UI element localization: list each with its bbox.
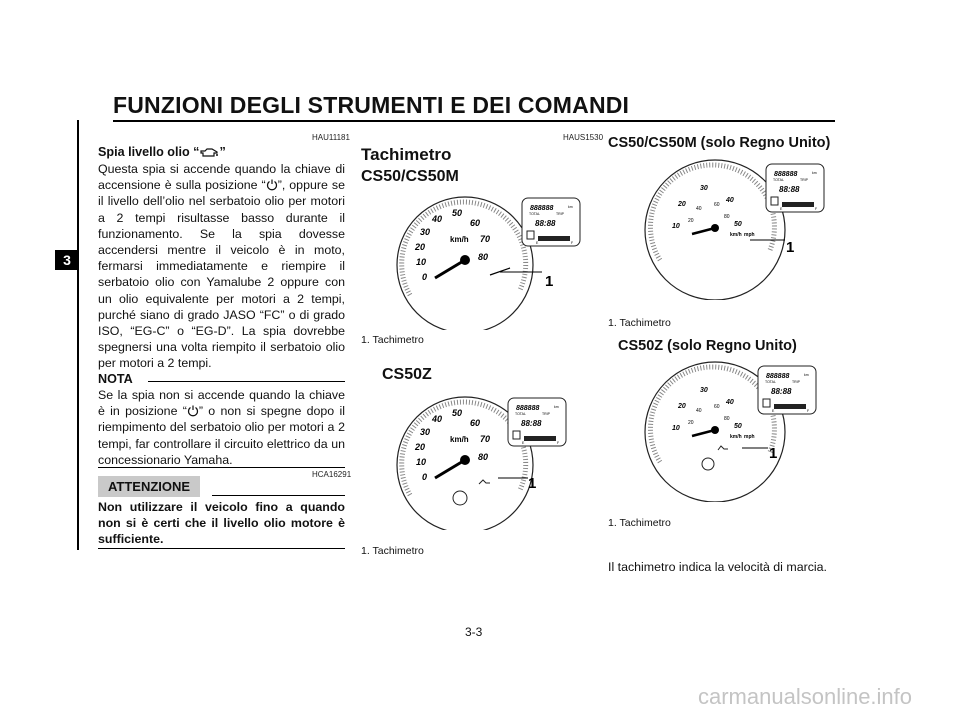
svg-text:888888: 888888 <box>516 405 540 412</box>
svg-text:TRIP: TRIP <box>800 178 808 182</box>
attention-paragraph: Non utilizzare il veicolo fino a quando non si è certi che il livello olio motore è sufficiente. <box>98 500 345 547</box>
svg-text:TRIP: TRIP <box>556 212 564 216</box>
speedometer-needle <box>435 460 465 478</box>
speedometer-figure-cs50z-uk <box>630 352 830 502</box>
dial-label: 50 <box>452 208 463 218</box>
dial-label: 30 <box>420 427 431 437</box>
svg-text:F: F <box>557 441 560 445</box>
svg-text:km/h: km/h <box>730 434 742 440</box>
svg-text:40: 40 <box>726 197 734 204</box>
svg-text:TOTAL: TOTAL <box>765 380 776 384</box>
dial-label: 10 <box>416 257 427 267</box>
dial-label: 20 <box>415 442 426 452</box>
section-code: HAUS1530 <box>563 133 604 142</box>
page-header-title: FUNZIONI DEGLI STRUMENTI E DEI COMANDI <box>113 92 630 118</box>
svg-text:88:88: 88:88 <box>521 419 542 428</box>
fig2-heading: CS50Z <box>382 366 432 383</box>
svg-text:20: 20 <box>688 218 694 224</box>
header-rule <box>113 120 835 122</box>
page-number: 3-3 <box>465 625 483 639</box>
svg-text:km: km <box>554 405 559 409</box>
svg-text:40: 40 <box>696 206 702 212</box>
svg-text:km: km <box>804 373 809 377</box>
tachimetro-title: Tachimetro <box>361 145 452 164</box>
dial-label: 50 <box>452 408 463 418</box>
fig2-caption: 1. Tachimetro <box>361 545 424 557</box>
svg-text:20: 20 <box>688 420 694 426</box>
attention-rule <box>212 495 345 496</box>
nota-paragraph: Se la spia non si accende quando la chiave è in posizione “ ” o non si spegne dopo il riempimento del serbatoio olio per motori a 2 tempi, far controllare il circuito elettrico da un concessionario Yamaha. <box>98 388 345 467</box>
speedometer-needle <box>435 260 465 278</box>
svg-text:888888: 888888 <box>766 373 790 380</box>
oil-warning-light-icon <box>453 491 467 505</box>
dial-unit: km/h <box>450 435 469 444</box>
svg-text:km: km <box>568 205 573 209</box>
svg-text:88:88: 88:88 <box>771 387 792 396</box>
svg-text:40: 40 <box>696 408 702 414</box>
section-code: HAU11181 <box>312 133 350 142</box>
svg-text:km/h: km/h <box>730 232 742 238</box>
svg-text:50: 50 <box>734 221 742 228</box>
oil-can-icon <box>199 146 219 158</box>
svg-text:10: 10 <box>672 223 680 230</box>
fig3-heading: CS50/CS50M (solo Regno Unito) <box>608 135 831 151</box>
callout-number: 1 <box>769 445 778 462</box>
dial-label: 40 <box>432 214 443 224</box>
nota-rule <box>148 381 345 382</box>
dial-label: 70 <box>480 434 491 444</box>
svg-text:E: E <box>780 207 783 211</box>
dial-label: 30 <box>420 227 431 237</box>
attention-code: HCA16291 <box>312 470 352 479</box>
dial-label: 60 <box>470 218 481 228</box>
attention-label: ATTENZIONE <box>98 476 200 497</box>
svg-text:20: 20 <box>678 201 686 208</box>
dial-label: 70 <box>480 234 491 244</box>
oil-warning-light-icon <box>702 458 714 470</box>
ignition-on-icon <box>266 179 278 191</box>
svg-text:TRIP: TRIP <box>542 412 550 416</box>
dial-label: 0 <box>422 472 428 482</box>
svg-text:km: km <box>812 171 817 175</box>
speedometer-figure-cs50-uk <box>630 150 830 300</box>
svg-text:60: 60 <box>714 202 720 208</box>
svg-text:TRIP: TRIP <box>792 380 800 384</box>
svg-text:F: F <box>815 207 818 211</box>
svg-text:60: 60 <box>714 404 720 410</box>
oil-level-paragraph: Questa spia si accende quando la chiave di accensione è sulla posizione “ ”, oppure se il livello dell’olio nel serbatoio olio per motori a 2 tempi risultasse basso durante il funzionamento. Se la spia dovesse accendersi mentre il veicolo è in moto, fermarsi immediatamente e riempire il serbatoio olio con Yamalube 2 oppure con un olio equivalente per motori a 2 tempi, purché siano di grado JASO “FC” o di grado ISO, “EG-C” o “EG-D”. La spia dovrebbe spegnersi una volta riempito il serbatoio olio per motori a 2 tempi. <box>98 162 345 371</box>
svg-text:E: E <box>522 441 525 445</box>
fig1-heading: CS50/CS50M <box>361 168 459 185</box>
lcd-display <box>766 164 824 212</box>
oil-level-title: Spia livello olio “ ” <box>98 145 226 159</box>
svg-text:80: 80 <box>724 416 730 422</box>
dial-label: 0 <box>422 272 428 282</box>
svg-text:20: 20 <box>678 403 686 410</box>
nota-end-rule <box>98 467 345 468</box>
svg-text:F: F <box>807 409 810 413</box>
oil-can-icon <box>718 446 728 450</box>
svg-text:88:88: 88:88 <box>779 185 800 194</box>
closing-text: Il tachimetro indica la velocità di marcia. <box>608 560 827 574</box>
svg-text:mph: mph <box>744 434 755 440</box>
speedometer-figure-cs50z <box>380 380 600 530</box>
svg-text:E: E <box>772 409 775 413</box>
svg-text:F: F <box>571 241 574 245</box>
callout-number: 1 <box>786 239 795 256</box>
attention-end-rule <box>98 548 345 549</box>
lcd-display <box>758 366 816 414</box>
svg-text:E: E <box>536 241 539 245</box>
dial-label: 40 <box>432 414 443 424</box>
dial-label: 20 <box>415 242 426 252</box>
ignition-on-icon <box>187 405 199 417</box>
svg-text:30: 30 <box>700 387 708 394</box>
watermark: carmanualsonline.info <box>698 684 913 709</box>
dial-label: 80 <box>478 252 489 262</box>
lcd-display <box>508 398 566 446</box>
svg-text:80: 80 <box>724 214 730 220</box>
svg-text:888888: 888888 <box>774 171 798 178</box>
fig4-heading: CS50Z (solo Regno Unito) <box>618 338 797 354</box>
svg-text:TOTAL: TOTAL <box>773 178 784 182</box>
svg-text:TOTAL: TOTAL <box>515 412 526 416</box>
svg-text:30: 30 <box>700 185 708 192</box>
oil-can-icon <box>479 480 490 484</box>
dial-label: 60 <box>470 418 481 428</box>
fig1-caption: 1. Tachimetro <box>361 334 424 346</box>
speedometer-dial <box>645 160 785 300</box>
callout-number: 1 <box>545 273 554 290</box>
fig3-caption: 1. Tachimetro <box>608 317 671 329</box>
svg-text:10: 10 <box>672 425 680 432</box>
dial-label: 80 <box>478 452 489 462</box>
speedometer-dial <box>397 197 533 330</box>
svg-text:888888: 888888 <box>530 205 554 212</box>
nota-label: NOTA <box>98 372 133 386</box>
svg-text:mph: mph <box>744 232 755 238</box>
svg-text:88:88: 88:88 <box>535 219 556 228</box>
speedometer-figure-cs50 <box>380 180 600 330</box>
svg-text:40: 40 <box>726 399 734 406</box>
svg-text:50: 50 <box>734 423 742 430</box>
lcd-display <box>522 198 580 246</box>
dial-label: 10 <box>416 457 427 467</box>
chapter-margin-line <box>77 120 79 550</box>
callout-number: 1 <box>528 475 537 492</box>
svg-text:TOTAL: TOTAL <box>529 212 540 216</box>
chapter-tab: 3 <box>55 250 79 270</box>
dial-unit: km/h <box>450 235 469 244</box>
fig4-caption: 1. Tachimetro <box>608 517 671 529</box>
